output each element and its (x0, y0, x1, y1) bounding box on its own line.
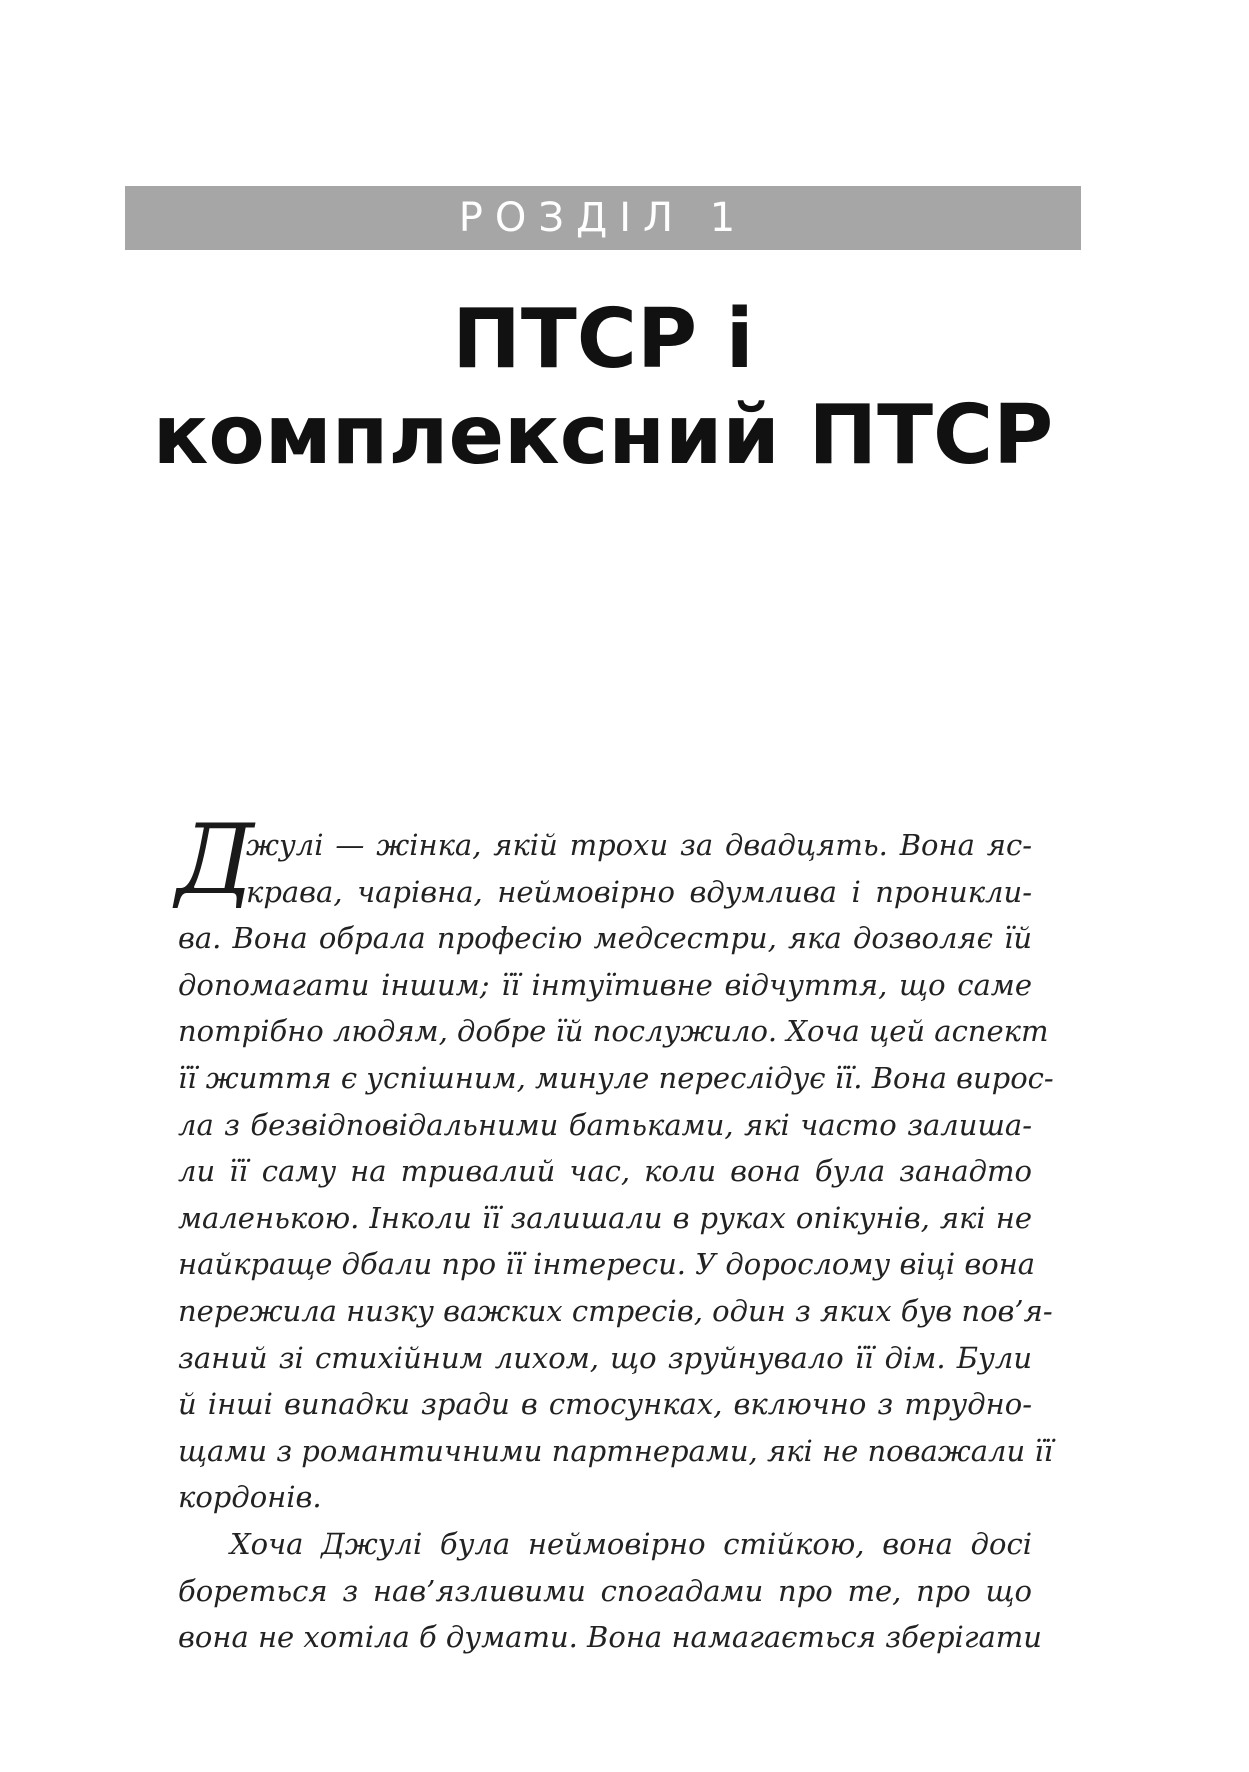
paragraph-line: крава, чарівна, неймовірно вдумлива і проникли- (246, 874, 1032, 909)
paragraph-line: допомагати іншим; її інтуїтивне відчуття, що саме (178, 967, 1032, 1002)
paragraph-2 (178, 1521, 1042, 1661)
paragraph-line: ла з безвідповідальними батьками, які часто залиша- (178, 1107, 1032, 1142)
paragraph-line: кордонів. (178, 1480, 322, 1515)
paragraph-line: її життя є успішним, минуле переслідує її. Вона вирос- (178, 1060, 1054, 1095)
paragraph-line: жулі — жінка, якій трохи за двадцять. Вона яс- (246, 828, 1032, 862)
chapter-title-line-2: комплексний ПТСР (152, 388, 1054, 483)
paragraph-line: ва. Вона обрала професію медсестри, яка дозволяє їй (178, 921, 1032, 956)
paragraph-line: заний зі стихійним лихом, що зруйнувало її дім. Були (178, 1340, 1032, 1375)
chapter-header-band (125, 186, 1081, 250)
paragraph-line: вона не хотіла б думати. Вона намагається зберігати (178, 1620, 1042, 1655)
paragraph-line: й інші випадки зради в стосунках, включно з трудно- (178, 1387, 1032, 1422)
paragraph-line: Хоча Джулі була неймовірно стійкою, вона досі (230, 1526, 1032, 1561)
chapter-title (0, 292, 1206, 484)
body-text (176, 804, 1054, 1661)
paragraph-line: пережила низку важких стресів, один з яких був пов’я- (178, 1293, 1053, 1328)
paragraph-line: бореться з нав’язливими спогадами про те, про що (178, 1573, 1032, 1608)
paragraph-1 (176, 804, 1054, 1521)
chapter-label: РОЗДІЛ 1 (458, 195, 748, 241)
paragraph-line: найкраще дбали про її інтереси. У дорослому віці вона (178, 1247, 1036, 1282)
paragraph-line: потрібно людям, добре їй послужило. Хоча цей аспект (178, 1014, 1049, 1049)
drop-cap: Д (176, 804, 255, 916)
chapter-title-line-1: ПТСР і (452, 292, 754, 387)
paragraph-line: щами з романтичними партнерами, які не поважали її (178, 1433, 1053, 1468)
paragraph-line: маленькою. Інколи її залишали в руках опікунів, які не (178, 1200, 1032, 1235)
paragraph-line: ли її саму на тривалий час, коли вона була занадто (178, 1154, 1032, 1189)
